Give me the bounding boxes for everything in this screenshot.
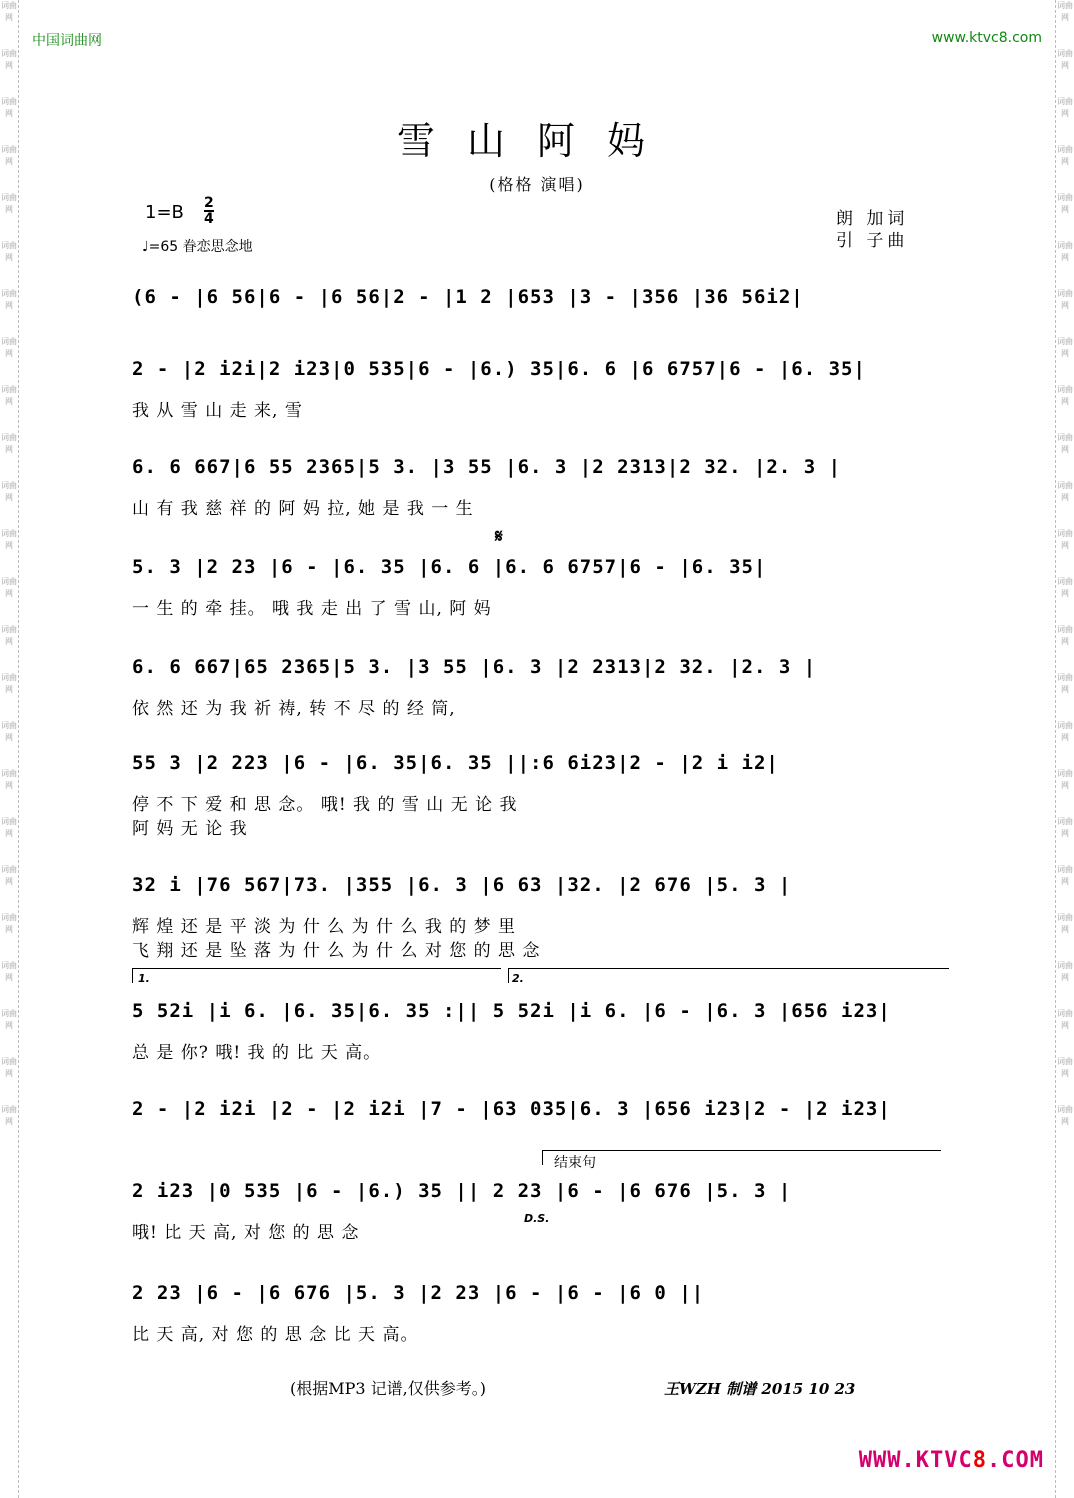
notation-line: 32 i |76 567|73. |355 |6. 3 |6 63 |32. |2 676 |5. 3 |	[132, 874, 792, 896]
watermark-glyph: 词曲网	[1057, 289, 1073, 310]
watermark-glyph: 词曲网	[1057, 337, 1073, 358]
logo-text: WWW.KTVC	[858, 1448, 973, 1473]
ds-mark: D.S.	[524, 1212, 550, 1225]
watermark-glyph: 词曲网	[1057, 817, 1073, 838]
notation-line: (6 - |6 56|6 - |6 56|2 - |1 2 |653 |3 - |356 |36 56i2|	[132, 286, 804, 308]
watermark-glyph: 词曲网	[1057, 769, 1073, 790]
notation-line: 5. 3 |2 23 |6 - |6. 35 |6. 6 |6. 6 6757|6 - |6. 35|	[132, 556, 767, 578]
lyric-line: 飞 翔 还 是 坠 落 为 什 么 为 什 么 对 您 的 思 念	[132, 941, 541, 961]
ending-1-mark: 1.	[138, 972, 150, 985]
watermark-glyph: 词曲网	[1057, 241, 1073, 262]
watermark-glyph: 词曲网	[1057, 1, 1073, 22]
notation-line: 2 - |2 i2i|2 i23|0 535|6 - |6.) 35|6. 6 |6 6757|6 - |6. 35|	[132, 358, 866, 380]
coda-bracket	[542, 1150, 941, 1165]
watermark-glyph: 词曲网	[1057, 145, 1073, 166]
watermark-glyph: 词曲网	[1, 97, 17, 118]
watermark-glyph: 词曲网	[1, 289, 17, 310]
watermark-glyph: 词曲网	[1, 1105, 17, 1126]
watermark-glyph: 词曲网	[1057, 97, 1073, 118]
watermark-glyph: 词曲网	[1057, 1105, 1073, 1126]
song-title: 雪山阿妈	[396, 119, 677, 163]
notation-line: 2 23 |6 - |6 676 |5. 3 |2 23 |6 - |6 - |6 0 ||	[132, 1282, 705, 1304]
watermark-glyph: 词曲网	[1, 49, 17, 70]
key-signature: 1=B	[145, 202, 184, 223]
logo-suffix: .COM	[987, 1448, 1044, 1473]
watermark-glyph: 词曲网	[1, 769, 17, 790]
watermark-glyph: 词曲网	[1, 625, 17, 646]
transcriber-credit: 王WZH 制谱 2015 10 23	[664, 1380, 856, 1398]
watermark-glyph: 词曲网	[1057, 529, 1073, 550]
lyric-line: 依 然 还 为 我 祈 祷, 转 不 尽 的 经 筒,	[132, 699, 456, 719]
watermark-glyph: 词曲网	[1057, 1057, 1073, 1078]
notation-line: 55 3 |2 223 |6 - |6. 35|6. 35 ||:6 6i23|2 - |2 i i2|	[132, 752, 779, 774]
watermark-glyph: 词曲网	[1, 1, 17, 22]
right-margin-watermark	[1055, 0, 1074, 1498]
watermark-glyph: 词曲网	[1, 193, 17, 214]
lyric-line: 比 天 高, 对 您 的 思 念 比 天 高。	[132, 1325, 419, 1345]
lyric-line: 哦! 比 天 高, 对 您 的 思 念	[132, 1223, 360, 1243]
site-logo[interactable]	[859, 1448, 1044, 1473]
lyric-line: 我 从 雪 山 走 来, 雪	[132, 401, 303, 421]
watermark-glyph: 词曲网	[1, 1009, 17, 1030]
watermark-glyph: 词曲网	[1057, 625, 1073, 646]
coda-label: 结束句	[554, 1155, 596, 1171]
watermark-glyph: 词曲网	[1057, 673, 1073, 694]
watermark-glyph: 词曲网	[1, 1057, 17, 1078]
watermark-glyph: 词曲网	[1057, 961, 1073, 982]
watermark-glyph: 词曲网	[1, 913, 17, 934]
time-signature	[204, 196, 214, 226]
lyric-line: 一 生 的 牵 挂。 哦 我 走 出 了 雪 山, 阿 妈	[132, 599, 492, 619]
watermark-glyph: 词曲网	[1, 529, 17, 550]
watermark-glyph: 词曲网	[1, 337, 17, 358]
tempo-marking: ♩=65 眷恋思念地	[142, 239, 253, 255]
lyricist-credit: 朗 加词	[836, 209, 909, 229]
watermark-glyph: 词曲网	[1057, 1009, 1073, 1030]
notation-line: 6. 6 667|6 55 2365|5 3. |3 55 |6. 3 |2 2313|2 32. |2. 3 |	[132, 456, 842, 478]
notation-line: 5 52i |i 6. |6. 35|6. 35 :|| 5 52i |i 6. |6 - |6. 3 |656 i23|	[132, 1000, 891, 1022]
lyric-line: 总 是 你? 哦! 我 的 比 天 高。	[132, 1043, 382, 1063]
watermark-glyph: 词曲网	[1, 721, 17, 742]
lyric-line: 山 有 我 慈 祥 的 阿 妈 拉, 她 是 我 一 生	[132, 499, 474, 519]
watermark-glyph: 词曲网	[1, 865, 17, 886]
watermark-glyph: 词曲网	[1057, 385, 1073, 406]
left-margin-watermark	[0, 0, 19, 1498]
ending-2-bracket	[508, 968, 949, 983]
notation-line: 2 - |2 i2i |2 - |2 i2i |7 - |63 035|6. 3 |656 i23|2 - |2 i23|	[132, 1098, 891, 1120]
watermark-glyph: 词曲网	[1, 673, 17, 694]
watermark-glyph: 词曲网	[1057, 193, 1073, 214]
watermark-glyph: 词曲网	[1057, 721, 1073, 742]
watermark-glyph: 词曲网	[1, 145, 17, 166]
watermark-glyph: 词曲网	[1, 961, 17, 982]
watermark-glyph: 词曲网	[1057, 577, 1073, 598]
watermark-glyph: 词曲网	[1, 433, 17, 454]
ending-1-bracket	[132, 968, 501, 983]
watermark-glyph: 词曲网	[1057, 433, 1073, 454]
logo-digit: 8	[972, 1448, 988, 1473]
ending-2-mark: 2.	[512, 972, 524, 985]
watermark-glyph: 词曲网	[1, 817, 17, 838]
time-sig-top: 2	[204, 195, 214, 211]
time-sig-bottom: 4	[204, 211, 214, 227]
site-name-left[interactable]: 中国词曲网	[32, 33, 102, 49]
segno-mark: 𝄋	[495, 526, 503, 547]
watermark-glyph: 词曲网	[1057, 865, 1073, 886]
notation-line: 6. 6 667|65 2365|5 3. |3 55 |6. 3 |2 2313|2 32. |2. 3 |	[132, 656, 817, 678]
lyric-line: 辉 煌 还 是 平 淡 为 什 么 为 什 么 我 的 梦 里	[132, 917, 517, 937]
watermark-glyph: 词曲网	[1, 481, 17, 502]
footer-note: (根据MP3 记谱,仅供参考。)	[290, 1379, 486, 1398]
lyric-line: 停 不 下 爱 和 思 念。 哦! 我 的 雪 山 无 论 我	[132, 795, 518, 815]
watermark-glyph: 词曲网	[1, 577, 17, 598]
singer-line: (格格 演唱)	[489, 175, 585, 194]
watermark-glyph: 词曲网	[1, 385, 17, 406]
lyric-line: 阿 妈 无 论 我	[132, 819, 248, 839]
watermark-glyph: 词曲网	[1057, 49, 1073, 70]
watermark-glyph: 词曲网	[1057, 913, 1073, 934]
watermark-glyph: 词曲网	[1, 241, 17, 262]
composer-credit: 引 子曲	[836, 231, 909, 251]
site-url-right[interactable]: www.ktvc8.com	[931, 30, 1042, 46]
notation-line: 2 i23 |0 535 |6 - |6.) 35 || 2 23 |6 - |6 676 |5. 3 |	[132, 1180, 792, 1202]
watermark-glyph: 词曲网	[1057, 481, 1073, 502]
